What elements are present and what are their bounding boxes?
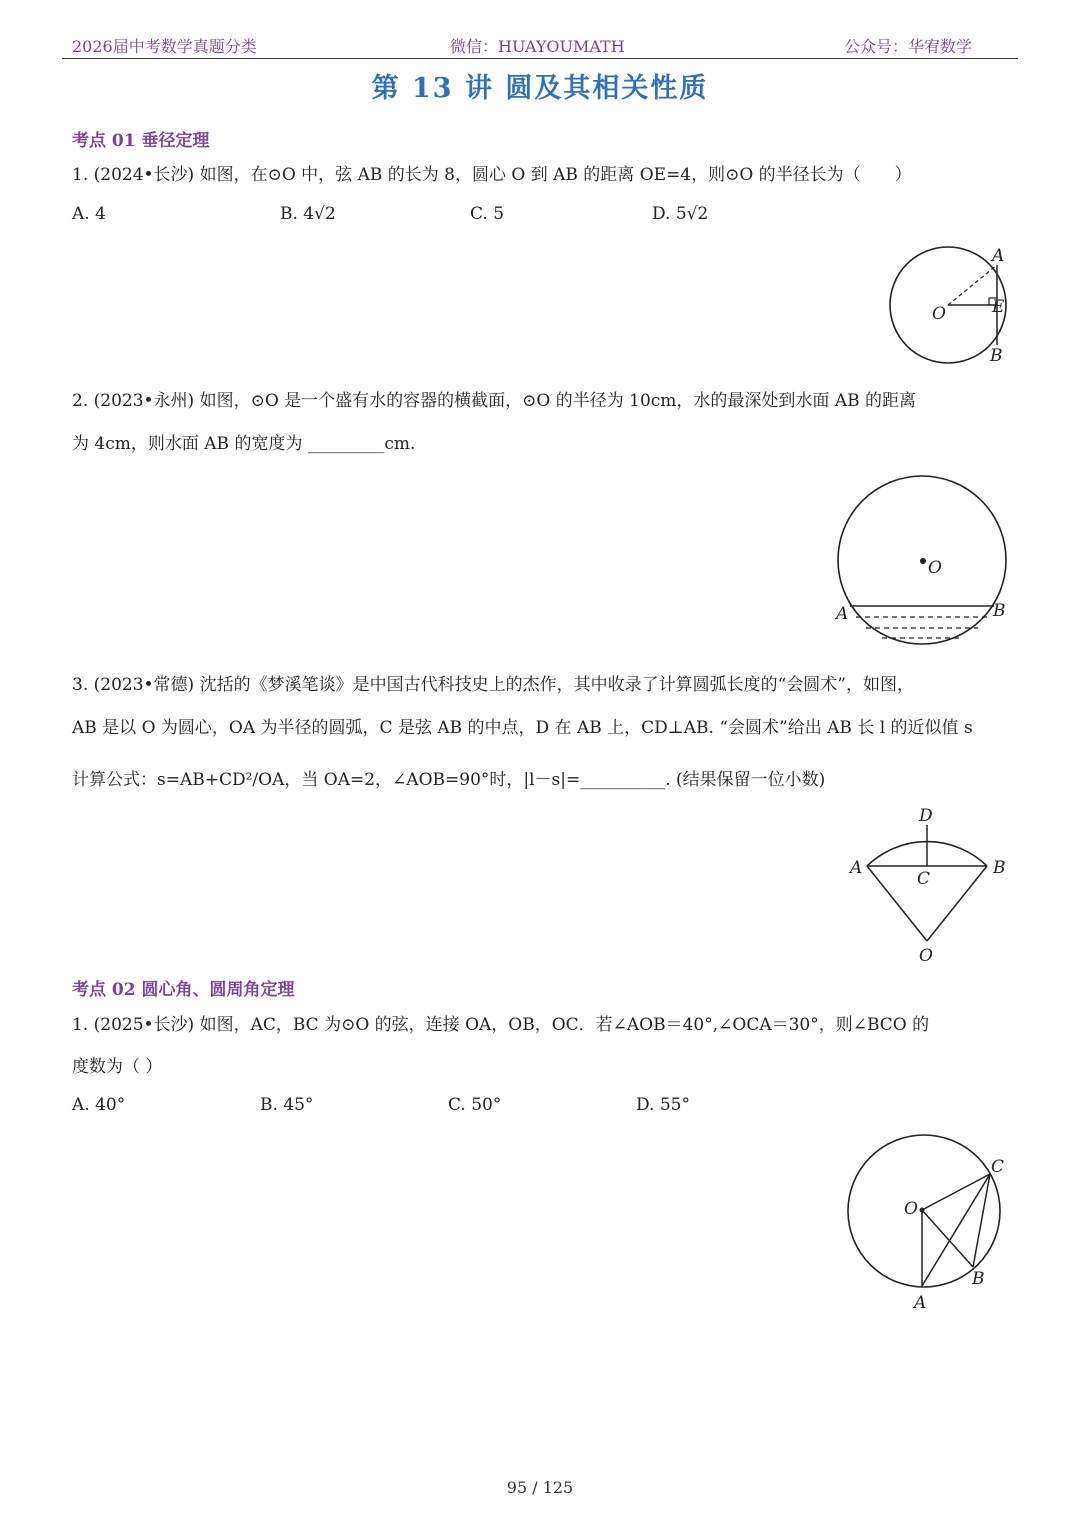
- q1-label-a: A: [992, 246, 1005, 266]
- q3-radius-ob: [927, 866, 987, 941]
- q4-center-dot: [920, 1208, 925, 1213]
- header-right: 公众号：华宥数学: [844, 37, 973, 56]
- q3-line-2: AB 是以 O 为圆心，OA 为半径的圆弧，C 是弦 AB 的中点，D 在 AB 上，CD⊥AB. “会圆术”给出 AB 长 l 的近似值 s: [72, 718, 973, 738]
- q1-segment-oa-dashed: [948, 265, 997, 305]
- q3-label-o: O: [919, 946, 933, 966]
- q2-center-dot: [920, 558, 926, 564]
- q2-figure: [826, 466, 1022, 656]
- q4-option-b: B. 45°: [260, 1095, 314, 1115]
- q1-label-b: B: [990, 346, 1003, 366]
- q2-label-b: B: [993, 601, 1006, 621]
- q3-label-b: B: [993, 858, 1006, 878]
- q4-figure: [840, 1128, 1020, 1318]
- q1-label-o: O: [932, 304, 946, 324]
- header-rule: [62, 58, 1018, 59]
- q4-option-d: D. 55°: [636, 1095, 690, 1115]
- q3-line-3: 计算公式：s=AB+CD²/OA，当 OA=2，∠AOB=90°时，|l－s|=__________. (结果保留一位小数): [72, 770, 826, 790]
- q4-option-a: A. 40°: [72, 1095, 126, 1115]
- page-number: 95 / 125: [506, 1478, 574, 1497]
- q2-label-o: O: [928, 558, 942, 578]
- q4-label-o: O: [904, 1199, 918, 1219]
- q2-line-1: 2. (2023•永州) 如图，⊙O 是一个盛有水的容器的横截面，⊙O 的半径为 10cm，水的最深处到水面 AB 的距离: [72, 391, 917, 411]
- q1-option-d: D. 5√2: [652, 204, 709, 224]
- q1-label-e: E: [992, 297, 1005, 317]
- q3-line-1: 3. (2023•常德) 沈括的《梦溪笔谈》是中国古代科技史上的杰作，其中收录了计算圆弧长度的“会圆术”，如图，: [72, 675, 914, 695]
- q1-option-b: B. 4√2: [280, 204, 336, 224]
- q4-option-c: C. 50°: [448, 1095, 502, 1115]
- q1-figure: [880, 240, 1020, 370]
- q3-label-d: D: [919, 806, 933, 826]
- q3-label-c: C: [917, 869, 931, 889]
- q4-line-1: 1. (2025•长沙) 如图，AC，BC 为⊙O 的弦，连接 OA，OB，OC．若∠AOB＝40°,∠OCA＝30°，则∠BCO 的: [72, 1015, 930, 1035]
- page-title: 第 13 讲 圆及其相关性质: [371, 73, 709, 104]
- q1-text: 1. (2024•长沙) 如图，在⊙O 中，弦 AB 的长为 8，圆心 O 到 AB 的距离 OE=4，则⊙O 的半径长为（ ）: [72, 165, 912, 185]
- q2-label-a: A: [836, 604, 849, 624]
- q4-segment-ob: [922, 1210, 973, 1267]
- q4-label-b: B: [972, 1269, 985, 1289]
- q2-line-2: 为 4cm，则水面 AB 的宽度为 _________cm.: [72, 434, 416, 454]
- header-left: 2026届中考数学真题分类: [72, 37, 257, 56]
- q1-option-c: C. 5: [470, 204, 505, 224]
- q3-figure: [842, 800, 1022, 970]
- q4-label-a: A: [914, 1293, 927, 1313]
- q4-label-c: C: [991, 1157, 1005, 1177]
- q4-line-2: 度数为（ ）: [72, 1057, 163, 1077]
- q1-option-a: A. 4: [72, 204, 106, 224]
- section-1-title: 考点 01 垂径定理: [72, 131, 210, 151]
- header-center: 微信：HUAYOUMATH: [450, 37, 625, 56]
- q3-label-a: A: [850, 858, 863, 878]
- section-2-title: 考点 02 圆心角、圆周角定理: [72, 980, 295, 1000]
